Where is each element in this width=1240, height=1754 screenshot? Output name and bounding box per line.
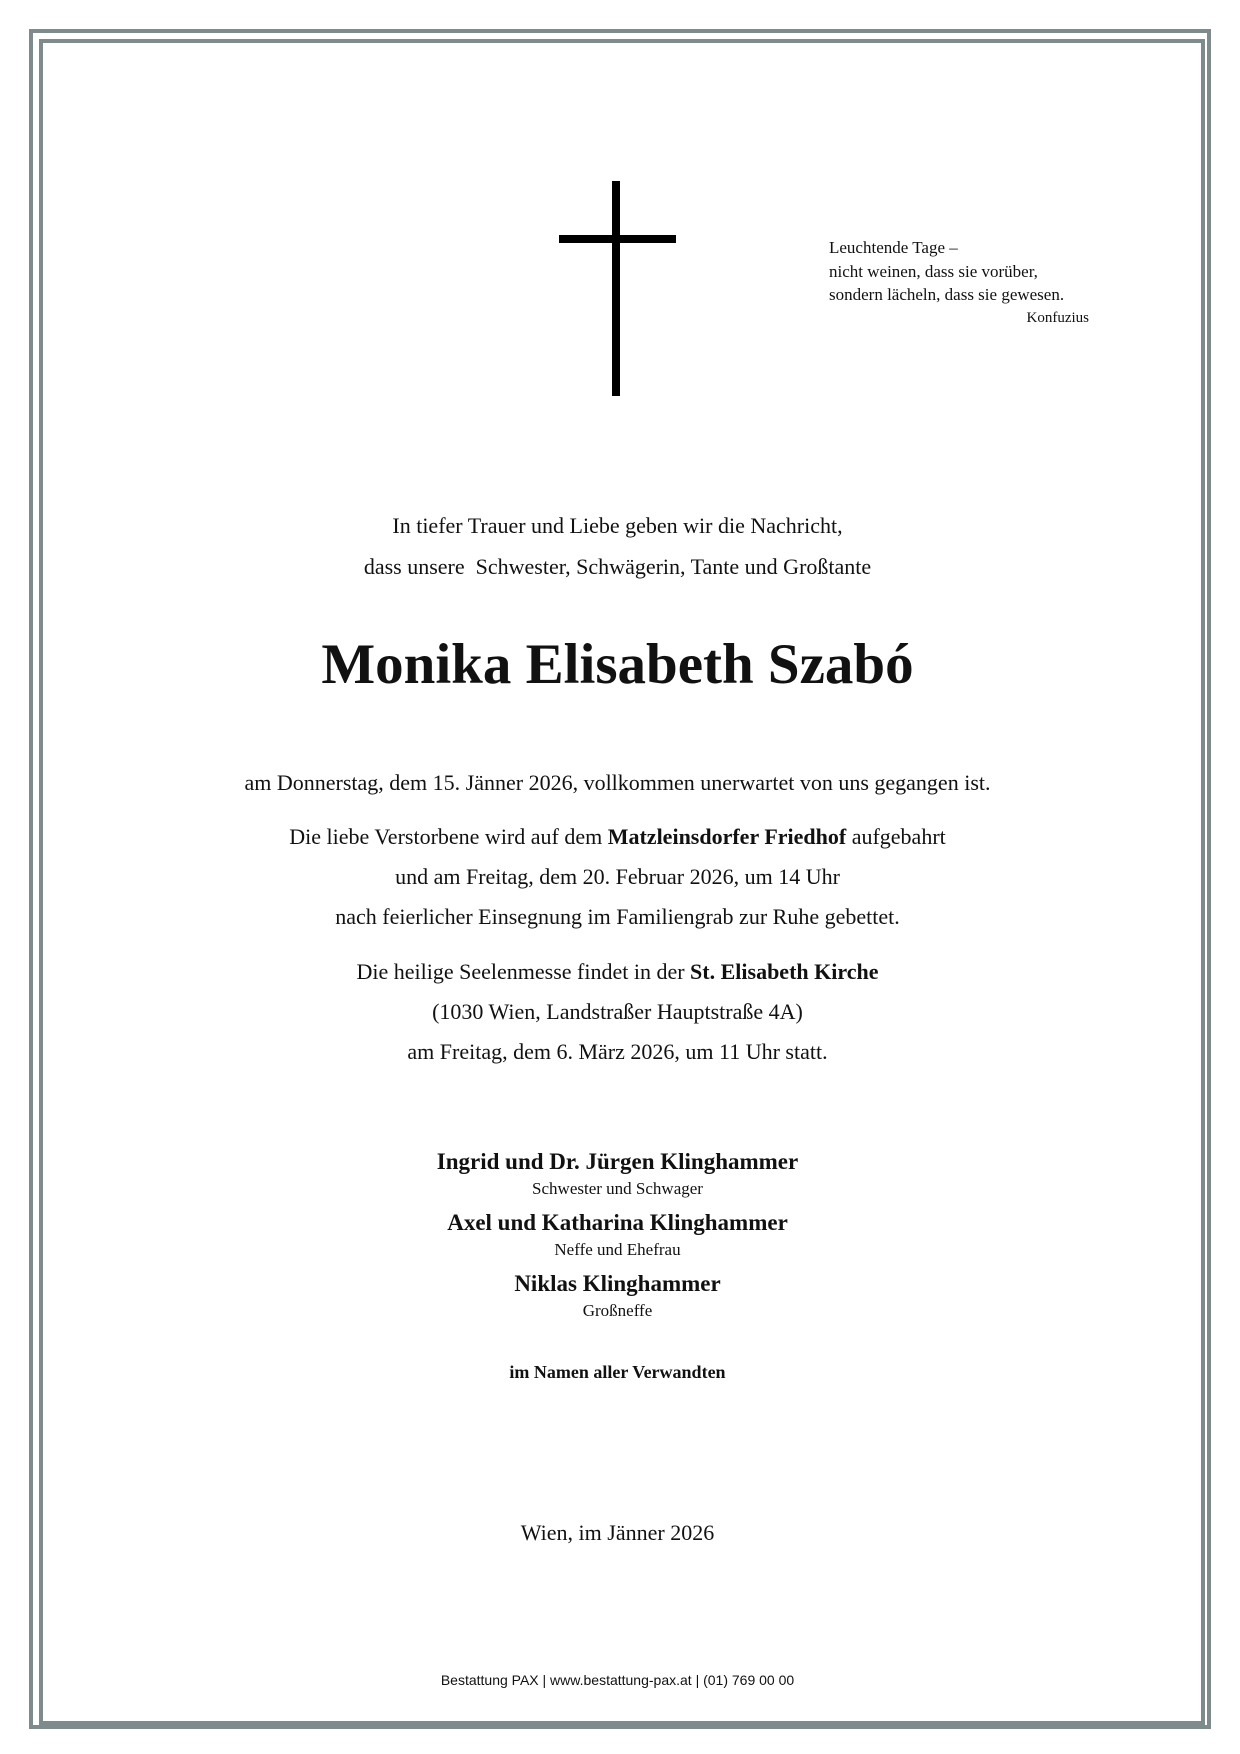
- burial-text: aufgebahrt: [846, 824, 946, 849]
- mourner-name: Ingrid und Dr. Jürgen Klinghammer: [436, 1149, 799, 1174]
- mass-line: [60, 952, 1175, 992]
- cemetery-name: Matzleinsdorfer Friedhof: [607, 824, 847, 849]
- mass-text: Die heilige Seelenmesse findet in der: [356, 959, 691, 984]
- mourner-relation: Großneffe: [582, 1301, 653, 1320]
- burial-paragraph: [60, 817, 1175, 937]
- mass-line: (1030 Wien, Landstraßer Hauptstraße 4A): [432, 999, 803, 1024]
- quote-line: Leuchtende Tage –: [829, 238, 958, 257]
- mass-line: am Freitag, dem 6. März 2026, um 11 Uhr statt.: [407, 1039, 828, 1064]
- quote-author: Konfuzius: [1026, 309, 1089, 326]
- mass-paragraph: [60, 952, 1175, 1072]
- quote-line: nicht weinen, dass sie vorüber,: [829, 261, 1038, 281]
- cross-horizontal-bar: [559, 235, 676, 243]
- mourner-name: Niklas Klinghammer: [514, 1271, 721, 1296]
- burial-line: und am Freitag, dem 20. Februar 2026, um 14 Uhr: [395, 864, 840, 889]
- place-and-date: Wien, im Jänner 2026: [520, 1520, 715, 1545]
- on-behalf-text: im Namen aller Verwandten: [509, 1362, 726, 1382]
- church-name: St. Elisabeth Kirche: [690, 959, 879, 984]
- footer-contact: Bestattung PAX | www.bestattung-pax.at | (01) 769 00 00: [440, 1672, 795, 1688]
- intro-text: [60, 505, 1175, 587]
- mourner-relation: Schwester und Schwager: [532, 1179, 703, 1198]
- cross-vertical-bar: [612, 181, 620, 396]
- mourners-list: [60, 1147, 1175, 1330]
- quote-block: [829, 236, 1089, 329]
- burial-text: Die liebe Verstorbene wird auf dem: [289, 824, 608, 849]
- death-announcement: am Donnerstag, dem 15. Jänner 2026, vollkommen unerwartet von uns gegangen ist.: [244, 770, 991, 795]
- intro-line: In tiefer Trauer und Liebe geben wir die Nachricht,: [392, 513, 843, 538]
- burial-line: [60, 817, 1175, 857]
- mourner-name: Axel und Katharina Klinghammer: [447, 1210, 788, 1235]
- deceased-name: Monika Elisabeth Szabó: [321, 633, 914, 696]
- burial-line: nach feierlicher Einsegnung im Familiengrab zur Ruhe gebettet.: [335, 904, 900, 929]
- mourner-relation: Neffe und Ehefrau: [554, 1240, 681, 1259]
- quote-line: sondern lächeln, dass sie gewesen.: [829, 285, 1065, 304]
- intro-line: dass unsere Schwester, Schwägerin, Tante und Großtante: [363, 554, 872, 579]
